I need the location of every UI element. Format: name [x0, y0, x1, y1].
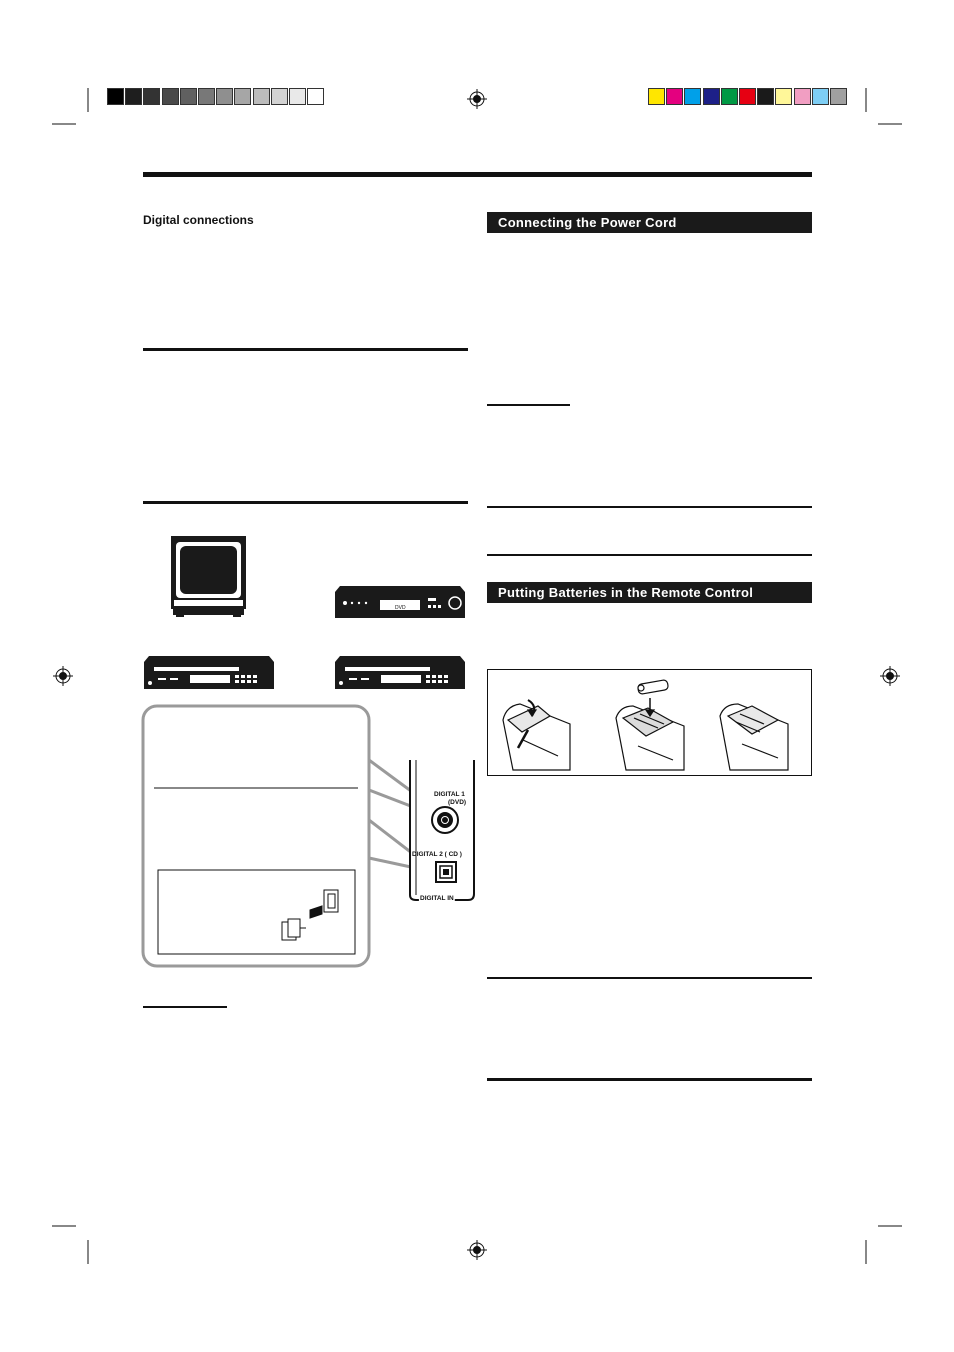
gray-swatch [143, 88, 160, 105]
gray-swatch [307, 88, 324, 105]
cd-player-icon [335, 656, 465, 689]
color-swatch [684, 88, 701, 105]
gray-swatch [216, 88, 233, 105]
digital2-label: DIGITAL 2 ( CD ) [412, 851, 462, 858]
gray-swatch [125, 88, 142, 105]
color-swatch [830, 88, 847, 105]
color-swatch [666, 88, 683, 105]
color-swatch [703, 88, 720, 105]
gray-swatch [180, 88, 197, 105]
digital-connections-heading: Digital connections [143, 213, 254, 227]
gray-swatch [271, 88, 288, 105]
gray-swatch [162, 88, 179, 105]
registration-mark-icon [880, 666, 900, 686]
digital-in-label: DIGITAL IN [420, 895, 454, 902]
left-divider-2 [143, 501, 468, 504]
gray-swatch [234, 88, 251, 105]
remote-control-icon [720, 704, 788, 770]
tv-icon [171, 536, 246, 617]
color-swatch [775, 88, 792, 105]
gray-swatch [289, 88, 306, 105]
right-divider-4 [487, 977, 812, 979]
color-swatch [794, 88, 811, 105]
gray-swatch [198, 88, 215, 105]
digital1-sub-label: (DVD) [448, 799, 467, 806]
right-divider-2 [487, 506, 812, 508]
color-swatch [648, 88, 665, 105]
remote-control-icon [503, 700, 570, 770]
power-cord-title-bar: Connecting the Power Cord [487, 212, 812, 233]
registration-mark-icon [53, 666, 73, 686]
batteries-title-bar: Putting Batteries in the Remote Control [487, 582, 812, 603]
registration-mark-icon [467, 89, 487, 109]
right-divider-1 [487, 404, 570, 406]
left-divider-1 [143, 348, 468, 351]
battery-steps [488, 670, 811, 775]
digital-in-diagram [138, 700, 478, 975]
dvd-player-icon [335, 586, 465, 618]
gray-swatch [107, 88, 124, 105]
color-swatch [721, 88, 738, 105]
cd-player-icon [144, 656, 274, 689]
color-swatch [757, 88, 774, 105]
top-rule [143, 172, 812, 177]
registration-mark-icon [467, 1240, 487, 1260]
devices-illustration [140, 530, 470, 695]
gray-swatch [253, 88, 270, 105]
color-swatch [812, 88, 829, 105]
right-divider-3 [487, 554, 812, 556]
coaxial-jack-icon [432, 807, 458, 833]
optical-jack-icon [436, 862, 456, 882]
right-divider-5 [487, 1078, 812, 1081]
color-swatch [739, 88, 756, 105]
left-divider-3 [143, 1006, 227, 1008]
svg-text:DVD: DVD [395, 605, 406, 611]
digital1-label: DIGITAL 1 [434, 791, 465, 798]
